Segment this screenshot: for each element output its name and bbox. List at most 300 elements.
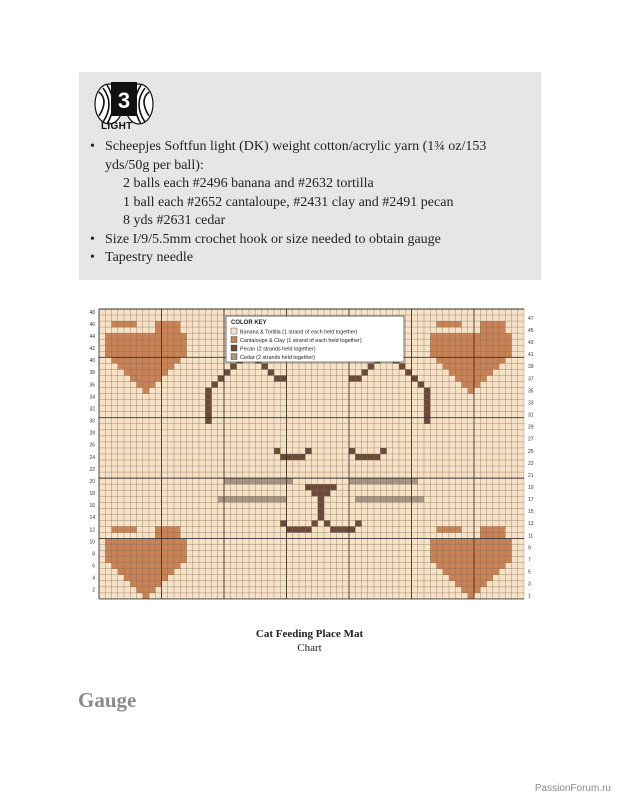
heart-stitch [505,539,511,545]
cat-eye-stitch [293,454,299,460]
heart-stitch [168,539,174,545]
heart-stitch [124,563,130,569]
heart-stitch [437,563,443,569]
heart-stitch [493,333,499,339]
heart-stitch [493,345,499,351]
row-number: 34 [89,394,95,401]
heart-stitch [487,569,493,575]
heart-stitch [174,526,180,532]
row-number: 25 [528,448,534,455]
cat-outline-stitch [224,369,230,375]
heart-stitch [437,539,443,545]
heart-stitch [493,563,499,569]
heart-stitch [105,345,111,351]
heart-stitch [137,539,143,545]
heart-stitch [449,557,455,563]
whisker-stitch [287,478,293,484]
chart-caption-subtitle: Chart [297,642,322,654]
heart-stitch [480,333,486,339]
cat-mouth-stitch [312,520,318,526]
whisker-stitch [249,496,255,502]
heart-stitch [493,363,499,369]
heart-stitch [124,545,130,551]
color-key-label: Cantaloupe & Clay (1 strand of each held together) [240,337,362,344]
heart-stitch [462,563,468,569]
row-number: 40 [89,358,95,365]
heart-stitch [155,357,161,363]
heart-stitch [149,363,155,369]
list-item [89,231,534,250]
heart-stitch [449,339,455,345]
heart-stitch [499,345,505,351]
heart-stitch [130,563,136,569]
heart-stitch [137,375,143,381]
heart-stitch [437,551,443,557]
color-key-swatch [231,354,237,360]
heart-stitch [130,321,136,327]
heart-stitch [480,345,486,351]
heart-stitch [155,575,161,581]
heart-stitch [155,375,161,381]
cat-outline-stitch [205,400,211,406]
heart-stitch [137,369,143,375]
heart-stitch [137,381,143,387]
heart-stitch [155,321,161,327]
whisker-stitch [374,478,380,484]
heart-stitch [462,551,468,557]
heart-stitch [112,551,118,557]
heart-stitch [162,345,168,351]
heart-stitch [162,551,168,557]
whisker-stitch [387,496,393,502]
heart-stitch [168,327,174,333]
heart-stitch [468,587,474,593]
material-text: Tapestry needle [105,250,194,265]
heart-stitch [130,526,136,532]
heart-stitch [455,357,461,363]
row-number: 21 [528,472,534,479]
cat-outline-stitch [368,363,374,369]
heart-stitch [462,363,468,369]
cat-outline-stitch [205,406,211,412]
heart-stitch [174,545,180,551]
heart-stitch [468,569,474,575]
heart-stitch [168,351,174,357]
whisker-stitch [237,478,243,484]
cat-outline-stitch [280,375,286,381]
heart-stitch [430,551,436,557]
cat-nose-stitch [318,502,324,508]
heart-stitch [449,351,455,357]
heart-stitch [468,581,474,587]
heart-stitch [105,339,111,345]
heart-stitch [137,563,143,569]
whisker-stitch [230,478,236,484]
color-key-title: COLOR KEY [231,320,267,327]
heart-stitch [449,551,455,557]
heart-stitch [499,539,505,545]
heart-stitch [468,375,474,381]
cat-mouth-stitch [318,514,324,520]
row-number: 43 [528,340,534,347]
cat-mouth-stitch [330,526,336,532]
heart-stitch [137,587,143,593]
heart-stitch [143,357,149,363]
heart-stitch [443,551,449,557]
heart-stitch [474,333,480,339]
heart-stitch [462,569,468,575]
heart-stitch [499,339,505,345]
heart-stitch [130,369,136,375]
heart-stitch [443,539,449,545]
heart-stitch [143,563,149,569]
heart-stitch [487,321,493,327]
cat-outline-stitch [349,375,355,381]
cat-nose-stitch [324,484,330,490]
cat-nose-stitch [312,484,318,490]
heart-stitch [130,575,136,581]
heart-stitch [455,339,461,345]
heart-stitch [430,557,436,563]
cat-outline-stitch [262,363,268,369]
heart-stitch [130,539,136,545]
whisker-stitch [237,496,243,502]
row-number: 2 [92,587,95,594]
row-number: 38 [89,370,95,377]
cat-nose-stitch [318,508,324,514]
heart-stitch [155,351,161,357]
heart-stitch [118,333,124,339]
heart-stitch [437,333,443,339]
heart-stitch [487,339,493,345]
heart-stitch [430,539,436,545]
heart-stitch [168,526,174,532]
row-number: 23 [528,460,534,467]
heart-stitch [499,327,505,333]
cat-outline-stitch [405,369,411,375]
whisker-stitch [399,496,405,502]
heart-stitch [149,551,155,557]
heart-stitch [430,345,436,351]
heart-stitch [124,369,130,375]
heart-stitch [468,345,474,351]
heart-stitch [455,545,461,551]
yarn-weight-number: 3 [117,88,131,113]
heart-stitch [130,545,136,551]
heart-stitch [174,532,180,538]
heart-stitch [462,545,468,551]
heart-stitch [143,375,149,381]
cat-eye-stitch [355,454,361,460]
heart-stitch [162,532,168,538]
heart-stitch [130,351,136,357]
row-number: 7 [528,557,531,564]
heart-stitch [493,357,499,363]
heart-stitch [155,563,161,569]
heart-stitch [124,345,130,351]
heart-stitch [480,351,486,357]
heart-stitch [137,363,143,369]
heart-stitch [149,333,155,339]
heart-stitch [455,563,461,569]
heart-stitch [118,569,124,575]
heart-stitch [505,557,511,563]
whisker-stitch [368,496,374,502]
cat-outline-stitch [362,369,368,375]
row-number: 26 [89,442,95,449]
heart-stitch [118,563,124,569]
cat-mouth-stitch [305,526,311,532]
heart-stitch [105,545,111,551]
heart-stitch [162,557,168,563]
heart-stitch [487,539,493,545]
heart-stitch [162,563,168,569]
heart-stitch [449,357,455,363]
heart-stitch [462,581,468,587]
heart-stitch [474,545,480,551]
heart-stitch [487,575,493,581]
heart-stitch [155,526,161,532]
heart-stitch [462,375,468,381]
row-number: 39 [528,364,534,371]
heart-stitch [443,321,449,327]
heart-stitch [499,357,505,363]
heart-stitch [143,575,149,581]
heart-stitch [493,539,499,545]
heart-stitch [143,333,149,339]
heart-stitch [130,581,136,587]
heart-stitch [468,545,474,551]
heart-stitch [437,545,443,551]
cat-eye-stitch [380,448,386,454]
heart-stitch [430,351,436,357]
heart-stitch [487,351,493,357]
heart-stitch [180,333,186,339]
heart-stitch [118,345,124,351]
heart-stitch [155,551,161,557]
heart-stitch [480,539,486,545]
heart-stitch [474,539,480,545]
heart-stitch [162,327,168,333]
heart-stitch [480,551,486,557]
whisker-stitch [380,478,386,484]
cat-outline-stitch [212,381,218,387]
heart-stitch [112,557,118,563]
materials-list [89,138,534,268]
heart-stitch [505,333,511,339]
heart-stitch [124,363,130,369]
heart-stitch [162,333,168,339]
heart-stitch [474,381,480,387]
row-number: 45 [528,327,534,334]
heart-stitch [462,357,468,363]
row-number: 48 [89,309,95,316]
row-number: 18 [89,491,95,498]
heart-stitch [493,339,499,345]
heart-stitch [130,345,136,351]
heart-stitch [487,369,493,375]
heart-stitch [455,363,461,369]
heart-stitch [143,581,149,587]
heart-stitch [474,575,480,581]
heart-stitch [480,369,486,375]
list-item [89,138,534,231]
whisker-stitch [262,496,268,502]
heart-stitch [449,545,455,551]
heart-stitch [168,532,174,538]
heart-stitch [155,569,161,575]
heart-stitch [174,563,180,569]
heart-stitch [112,526,118,532]
heart-stitch [474,569,480,575]
heart-stitch [112,345,118,351]
heart-stitch [105,557,111,563]
material-sub: 1 ball each #2652 cantaloupe, #2431 clay and #2491 pecan [123,194,454,210]
material-text: Size I/9/5.5mm crochet hook or size needed to obtain gauge [105,231,441,247]
heart-stitch [493,532,499,538]
whisker-stitch [268,478,274,484]
row-number: 6 [92,563,95,570]
heart-stitch [162,369,168,375]
gauge-heading: Gauge [78,688,137,712]
heart-stitch [480,569,486,575]
cat-outline-stitch [399,363,405,369]
cat-nose-stitch [305,484,311,490]
heart-stitch [499,351,505,357]
heart-stitch [124,339,130,345]
heart-stitch [462,587,468,593]
heart-stitch [180,557,186,563]
heart-stitch [455,369,461,375]
heart-stitch [137,339,143,345]
heart-stitch [162,357,168,363]
whisker-stitch [393,478,399,484]
heart-stitch [474,375,480,381]
row-number: 37 [528,376,534,383]
heart-stitch [143,557,149,563]
heart-stitch [480,321,486,327]
heart-stitch [493,327,499,333]
cat-outline-stitch [205,394,211,400]
heart-stitch [168,569,174,575]
whisker-stitch [393,496,399,502]
heart-stitch [130,363,136,369]
whisker-stitch [387,478,393,484]
heart-stitch [499,545,505,551]
cat-mouth-stitch [355,520,361,526]
row-number: 33 [528,400,534,407]
heart-stitch [455,581,461,587]
row-number: 9 [528,545,531,552]
color-key-label: Cedar (2 strands held together) [240,354,315,361]
row-number: 42 [89,346,95,353]
heart-stitch [143,545,149,551]
cat-outline-stitch [205,388,211,394]
heart-stitch [155,327,161,333]
heart-stitch [455,333,461,339]
heart-stitch [118,557,124,563]
heart-stitch [499,563,505,569]
color-key-swatch [231,337,237,343]
heart-stitch [462,339,468,345]
row-number: 15 [528,509,534,516]
row-number: 30 [89,418,95,425]
heart-stitch [105,551,111,557]
heart-stitch [112,339,118,345]
whisker-stitch [412,478,418,484]
cat-mouth-stitch [293,526,299,532]
heart-stitch [505,345,511,351]
heart-stitch [449,363,455,369]
heart-stitch [168,545,174,551]
heart-stitch [174,333,180,339]
heart-stitch [174,551,180,557]
heart-stitch [162,321,168,327]
heart-stitch [124,575,130,581]
heart-stitch [162,363,168,369]
row-number: 8 [92,551,95,558]
heart-stitch [143,539,149,545]
heart-stitch [180,345,186,351]
row-number: 46 [89,321,95,328]
cat-mouth-stitch [287,526,293,532]
heart-stitch [168,339,174,345]
cat-outline-stitch [412,375,418,381]
heart-stitch [155,581,161,587]
heart-stitch [155,532,161,538]
heart-stitch [124,321,130,327]
heart-stitch [149,545,155,551]
heart-stitch [118,351,124,357]
heart-stitch [480,363,486,369]
whisker-stitch [349,478,355,484]
heart-stitch [143,339,149,345]
heart-stitch [468,363,474,369]
heart-stitch [474,587,480,593]
row-number: 12 [89,527,95,534]
cat-outline-stitch [424,388,430,394]
heart-stitch [124,539,130,545]
heart-stitch [474,345,480,351]
whisker-stitch [418,496,424,502]
heart-stitch [455,575,461,581]
cat-outline-stitch [205,418,211,424]
heart-stitch [168,363,174,369]
heart-stitch [480,339,486,345]
cat-outline-stitch [230,363,236,369]
heart-stitch [474,357,480,363]
heart-stitch [112,545,118,551]
heart-stitch [168,345,174,351]
heart-stitch [493,351,499,357]
heart-stitch [168,321,174,327]
heart-stitch [449,321,455,327]
heart-stitch [474,351,480,357]
heart-stitch [174,557,180,563]
heart-stitch [462,539,468,545]
heart-stitch [462,345,468,351]
row-number: 44 [89,333,95,340]
heart-stitch [443,557,449,563]
whisker-stitch [368,478,374,484]
row-number: 17 [528,497,534,504]
heart-stitch [124,569,130,575]
cat-outline-stitch [355,375,361,381]
heart-stitch [487,563,493,569]
heart-stitch [462,351,468,357]
heart-stitch [105,539,111,545]
heart-stitch [174,339,180,345]
